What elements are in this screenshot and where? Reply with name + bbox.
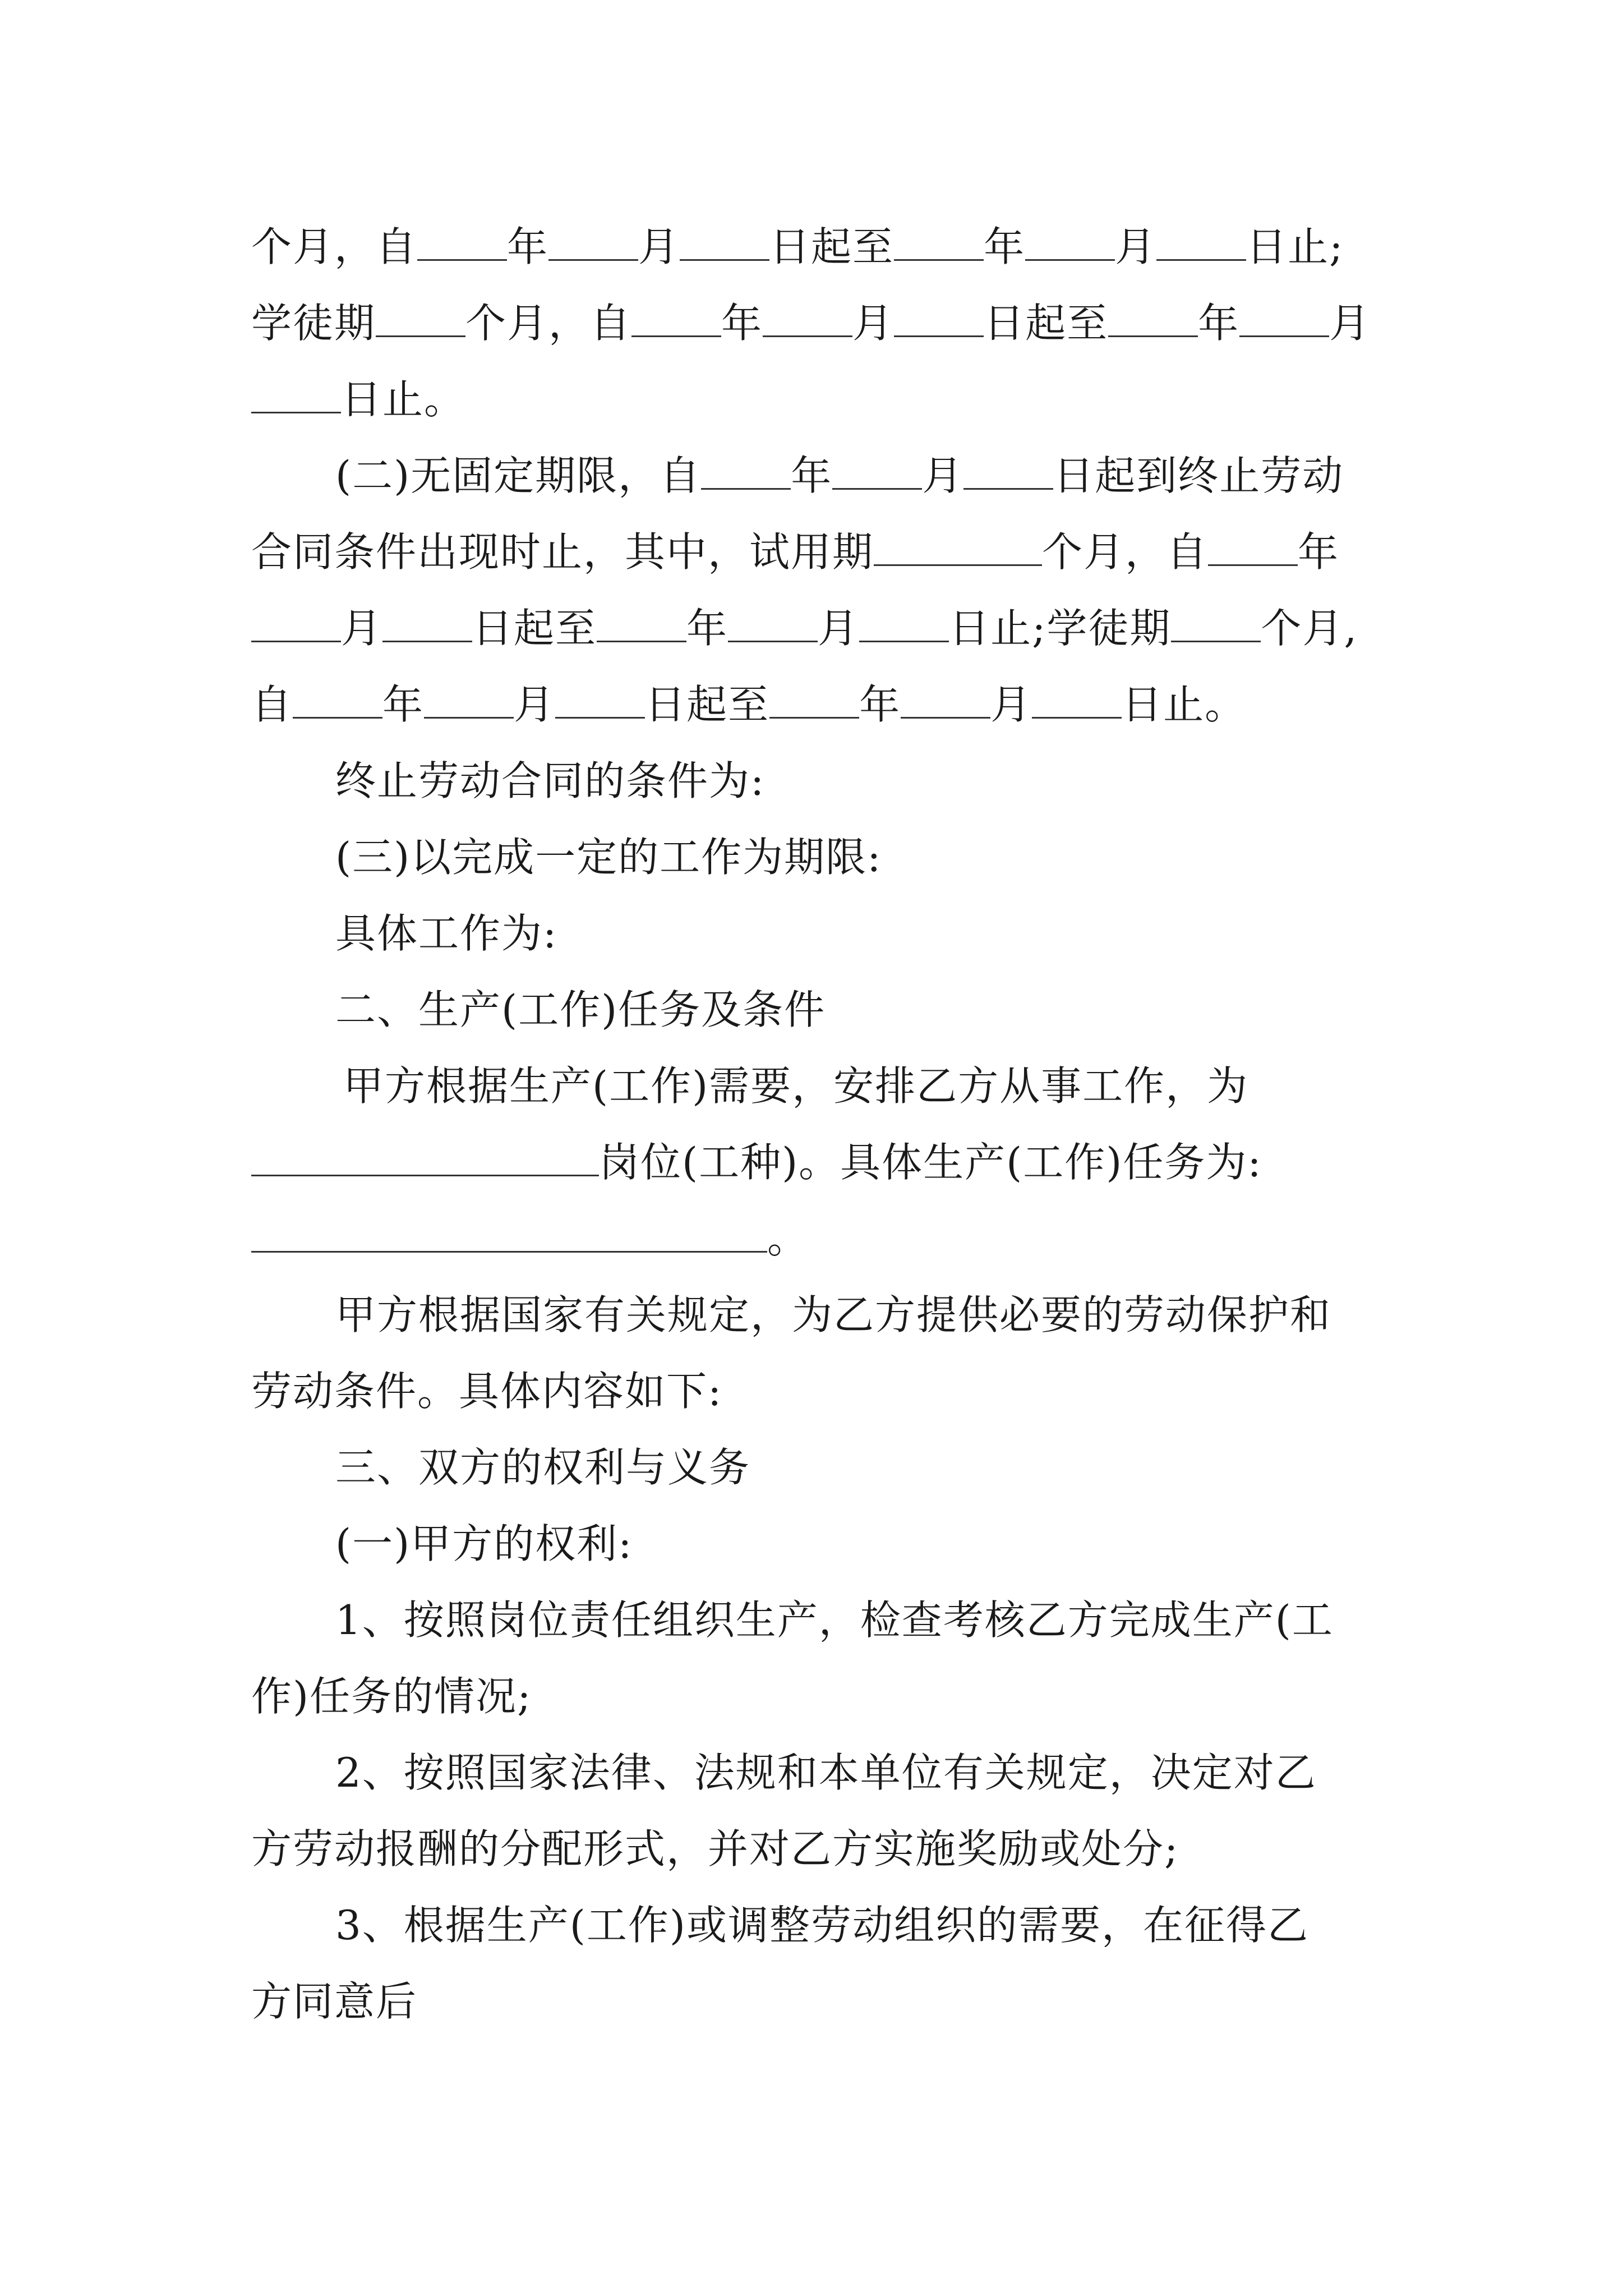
fill-in-blank <box>382 606 472 642</box>
fill-in-blank <box>701 453 791 490</box>
fill-in-blank <box>1156 224 1246 261</box>
text-line: 劳动条件。具体内容如下: <box>251 1368 723 1415</box>
fill-in-blank <box>769 682 859 719</box>
fill-in-blank <box>874 530 1042 566</box>
list-item: 1、按照岗位责任组织生产，检查考核乙方完成生产(工 <box>335 1596 1334 1644</box>
list-item: 2、按照国家法律、法规和本单位有关规定，决定对乙 <box>335 1749 1317 1796</box>
fill-in-blank <box>417 224 507 261</box>
section-heading: 二、生产(工作)任务及条件 <box>335 986 826 1033</box>
fill-in-blank <box>424 682 514 719</box>
fill-in-blank <box>251 1216 767 1253</box>
fill-in-blank <box>376 301 465 337</box>
fill-in-blank <box>548 224 638 261</box>
fill-in-blank <box>1032 682 1122 719</box>
fill-in-blank <box>1239 301 1329 337</box>
fill-in-blank <box>1025 224 1115 261</box>
text-line: 方劳动报酬的分配形式，并对乙方实施奖励或处分; <box>251 1825 1179 1872</box>
fill-in-blank <box>963 453 1053 490</box>
text-line: 自 年 月 日起至 年 月 日止。 <box>251 681 1247 728</box>
text-line: 方同意后 <box>251 1978 418 2025</box>
fill-in-blank <box>894 301 984 337</box>
section-heading: 三、双方的权利与义务 <box>335 1444 751 1491</box>
text-line: 。 <box>251 1211 809 1267</box>
fill-in-blank <box>597 606 686 642</box>
text-line: 终止劳动合同的条件为: <box>335 757 766 804</box>
fill-in-blank <box>631 301 721 337</box>
fill-in-blank <box>832 453 922 490</box>
fill-in-blank <box>894 224 984 261</box>
text-line: (二)无固定期限，自 年 月 日起到终止劳动 <box>335 452 1344 499</box>
text-line: 日止。 <box>251 371 465 427</box>
text-line: 甲方根据生产(工作)需要，安排乙方从事工作，为 <box>343 1062 1249 1110</box>
fill-in-blank <box>251 1140 599 1176</box>
fill-in-blank <box>251 377 341 413</box>
text-line: 个月，自 年 月 日起至 年 月 日止; <box>251 223 1344 270</box>
fill-in-blank <box>1208 530 1298 566</box>
text-line: 合同条件出现时止，其中，试用期 个月，自 年 <box>251 528 1340 576</box>
section-heading: (三)以完成一定的工作为期限: <box>335 834 882 881</box>
fill-in-blank <box>1108 301 1198 337</box>
fill-in-blank <box>859 606 949 642</box>
fill-in-blank <box>555 682 645 719</box>
text-line: 学徒期 个月，自 年 月 日起至 年 月 <box>251 300 1371 347</box>
fill-in-blank <box>251 606 341 642</box>
fill-in-blank <box>728 606 818 642</box>
fill-in-blank <box>1171 606 1261 642</box>
fill-in-blank <box>901 682 990 719</box>
text-line: 具体工作为: <box>335 910 558 957</box>
list-item: 3、根据生产(工作)或调整劳动组织的需要，在征得乙 <box>335 1902 1309 1949</box>
fill-in-blank <box>763 301 852 337</box>
text-line: 甲方根据国家有关规定，为乙方提供必要的劳动保护和 <box>335 1291 1332 1338</box>
text-line: 岗位(工种)。具体生产(工作)任务为: <box>251 1134 1262 1190</box>
fill-in-blank <box>680 224 769 261</box>
subsection-heading: (一)甲方的权利: <box>335 1520 633 1567</box>
text-line: 月 日起至 年 月 日止;学徒期 个月, <box>251 600 1358 656</box>
fill-in-blank <box>293 682 382 719</box>
text-line: 作)任务的情况; <box>251 1673 532 1720</box>
